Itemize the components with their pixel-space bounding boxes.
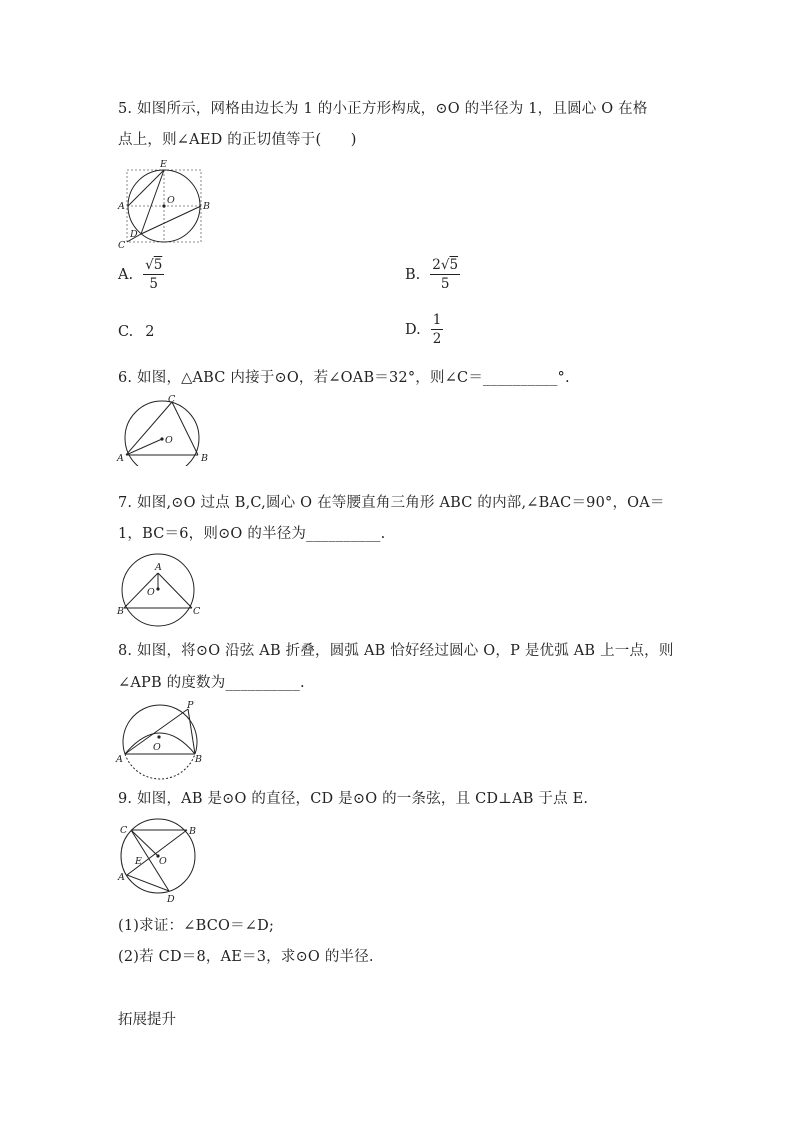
q7-text-line1: 7. 如图,⊙O 过点 B,C,圆心 O 在等腰直角三角形 ABC 的内部,∠BAC＝90°，OA＝ [118,495,665,511]
q6-label-b: B [201,453,208,464]
q5-option-d-label: D. [405,322,421,338]
q5-option-b-coef: 2 [432,257,441,273]
q8-label-p: P [187,700,194,711]
q5-option-c-value: 2 [145,324,155,340]
q5-option-d-denominator: 2 [432,331,442,347]
q6-label-c: C [168,394,176,405]
q8-label-b: B [195,754,202,765]
q5-option-a-label: A. [118,267,134,283]
q5-option-a [118,258,164,292]
q5-option-b-label: B. [405,267,421,283]
q5-text-line2: 点上，则∠AED 的正切值等于( ) [118,132,357,148]
q5-label-a: A [118,201,125,212]
q9-label-c: C [120,825,128,836]
q5-option-b [405,258,460,292]
q5-option-d [405,313,443,347]
q9-label-b: B [189,826,196,837]
q5-option-c-label: C. [118,324,134,340]
q9-part1: (1)求证：∠BCO＝∠D; [118,918,275,934]
q5-option-a-fraction: $\frac{√5}{5}$ [145,257,163,292]
q6-label-a: A [117,453,124,464]
q7-label-c: C [193,606,201,617]
q5-option-b-fraction: $\frac{2√5}{5}$ [432,257,459,292]
q9-label-d: D [167,894,175,904]
q6-figure [115,392,211,466]
q5-option-a-radicand: 5 [153,257,163,273]
section-title-extension: 拓展提升 [118,1012,176,1028]
q5-label-d: D [130,229,138,240]
q8-label-o: O [153,742,161,753]
q8-figure [115,700,211,780]
q7-label-o: O [147,587,155,598]
q9-label-e: E [135,856,142,867]
q5-label-b: B [203,201,210,212]
q5-option-d-numerator: 1 [432,312,442,328]
q7-label-b: B [117,606,124,617]
q5-option-b-radicand: 5 [449,257,459,273]
q6-label-o: O [165,435,173,446]
q5-option-a-denominator: 5 [149,276,158,292]
q9-text-line1: 9. 如图，AB 是⊙O 的直径，CD 是⊙O 的一条弦，且 CD⊥AB 于点 E. [118,791,589,807]
q8-text-line2: ∠APB 的度数为__________. [118,675,305,691]
q9-figure [115,818,211,904]
q5-text-line1: 5. 如图所示，网格由边长为 1 的小正方形构成，⊙O 的半径为 1，且圆心 O 在格 [118,101,648,117]
q9-label-o: O [159,856,167,867]
q7-figure [115,550,205,630]
q5-label-o: O [167,195,175,206]
q7-text-line2: 1，BC＝6，则⊙O 的半径为__________. [118,526,386,542]
q5-option-d-fraction [431,313,444,347]
q8-text-line1: 8. 如图，将⊙O 沿弦 AB 折叠，圆弧 AB 恰好经过圆心 O，P 是优弧 AB 上一点，则 [118,643,674,659]
q8-label-a: A [116,754,123,765]
q7-label-a: A [155,562,162,573]
q9-part2: (2)若 CD＝8，AE＝3，求⊙O 的半径. [118,949,374,965]
q5-label-e: E [160,159,167,170]
q6-text-line1: 6. 如图，△ABC 内接于⊙O，若∠OAB＝32°，则∠C＝__________°. [118,370,570,386]
q5-option-b-denominator: 5 [440,276,450,292]
q5-label-c: C [118,240,126,250]
q5-figure [115,158,211,250]
q9-label-a: A [118,872,125,883]
q5-option-c [118,324,154,340]
